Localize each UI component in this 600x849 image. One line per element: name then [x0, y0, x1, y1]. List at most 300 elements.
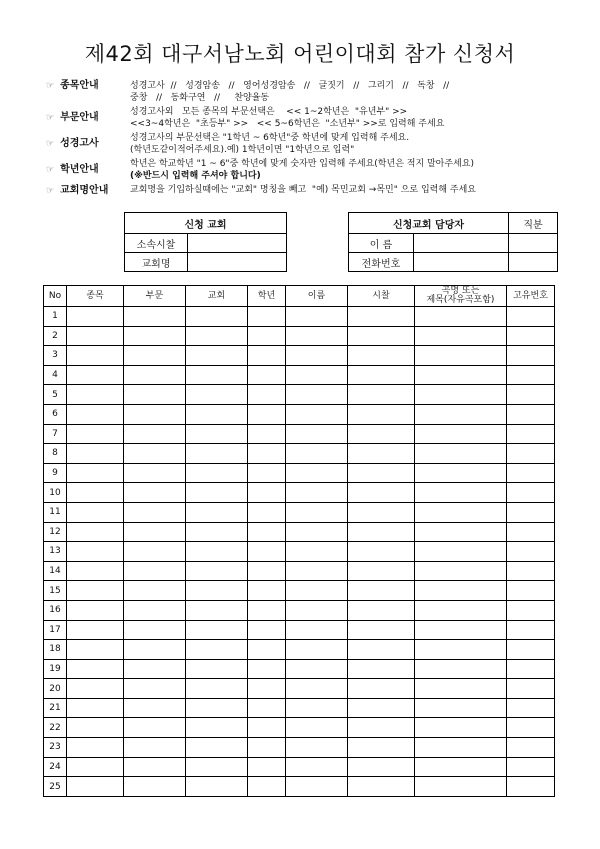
row-number: 18 [44, 640, 67, 660]
guide-text: 성경고사 // 성경암송 // 영어성경암송 // 글짓기 // 그리기 // 독창 // [130, 81, 450, 91]
table-cell[interactable] [67, 444, 124, 464]
table-cell[interactable] [415, 365, 507, 385]
row-number: 25 [44, 777, 67, 797]
table-row [44, 698, 555, 718]
table-cell[interactable] [348, 502, 415, 522]
table-cell[interactable] [186, 365, 248, 385]
table-cell[interactable] [348, 346, 415, 366]
column-header: 이름 [286, 286, 348, 307]
table-cell[interactable] [415, 542, 507, 562]
table-cell[interactable] [286, 698, 348, 718]
page-title: 제42회 대구서남노회 어린이대회 참가 신청서 [84, 42, 516, 66]
manager-info-header: 신청교회 담당자 [349, 213, 509, 234]
table-cell[interactable] [124, 463, 186, 483]
pointing-hand-icon: ☞ [46, 139, 55, 149]
phone-field[interactable] [414, 253, 509, 272]
entry-table [43, 285, 555, 797]
church-name-label: 교회명 [125, 253, 188, 272]
table-cell[interactable] [286, 424, 348, 444]
table-cell[interactable] [348, 659, 415, 679]
table-cell[interactable] [186, 679, 248, 699]
manager-name-label: 이 름 [349, 234, 414, 253]
table-cell[interactable] [124, 679, 186, 699]
table-cell[interactable] [507, 698, 555, 718]
table-cell[interactable] [286, 659, 348, 679]
table-cell[interactable] [124, 346, 186, 366]
table-cell[interactable] [124, 659, 186, 679]
table-cell[interactable] [186, 698, 248, 718]
table-cell[interactable] [415, 659, 507, 679]
table-cell[interactable] [124, 522, 186, 542]
table-cell[interactable] [186, 561, 248, 581]
table-row [44, 581, 555, 601]
table-cell[interactable] [507, 659, 555, 679]
position-field[interactable] [509, 234, 558, 253]
table-cell[interactable] [348, 718, 415, 738]
guide-text: 중창 // 동화구연 // 찬양율동 [130, 93, 270, 103]
table-cell[interactable] [286, 620, 348, 640]
table-cell[interactable] [507, 502, 555, 522]
table-cell[interactable] [186, 463, 248, 483]
table-cell[interactable] [415, 561, 507, 581]
table-cell[interactable] [67, 620, 124, 640]
guide-label: 부문안내 [60, 112, 99, 123]
row-number: 20 [44, 679, 67, 699]
table-cell[interactable] [67, 483, 124, 503]
guide-text: 교회명을 기입하실때에는 "교회" 명칭을 빼고 "예) 목민교회 →목민" 으로 입력해 주세요 [130, 185, 476, 195]
table-row [44, 640, 555, 660]
table-cell[interactable] [286, 542, 348, 562]
table-cell[interactable] [67, 522, 124, 542]
table-row [44, 522, 555, 542]
denomination-field[interactable] [188, 234, 287, 253]
table-cell[interactable] [186, 502, 248, 522]
table-cell[interactable] [186, 522, 248, 542]
pointing-hand-icon: ☞ [46, 113, 55, 123]
table-cell[interactable] [248, 659, 286, 679]
table-row [44, 385, 555, 405]
table-cell[interactable] [186, 346, 248, 366]
table-cell[interactable] [348, 777, 415, 797]
table-cell[interactable] [248, 385, 286, 405]
table-cell[interactable] [348, 542, 415, 562]
row-number: 23 [44, 738, 67, 758]
table-cell[interactable] [415, 620, 507, 640]
table-cell[interactable] [124, 738, 186, 758]
row-number: 14 [44, 561, 67, 581]
table-cell[interactable] [286, 307, 348, 327]
column-header: 곡명 또는 제목(자유곡포함) [415, 286, 507, 307]
table-cell[interactable] [348, 307, 415, 327]
table-cell[interactable] [248, 561, 286, 581]
table-cell[interactable] [124, 600, 186, 620]
guide-label: 종목안내 [60, 80, 99, 91]
table-cell[interactable] [67, 404, 124, 424]
table-cell[interactable] [67, 561, 124, 581]
table-cell[interactable] [507, 444, 555, 464]
table-cell[interactable] [286, 483, 348, 503]
row-number: 5 [44, 385, 67, 405]
table-cell[interactable] [286, 404, 348, 424]
table-cell[interactable] [507, 757, 555, 777]
table-row [44, 444, 555, 464]
guide-grade [46, 158, 566, 184]
table-row [44, 620, 555, 640]
guide-note: (※반드시 입력해 주셔야 합니다) [130, 171, 261, 181]
church-name-field[interactable] [188, 253, 287, 272]
table-cell[interactable] [348, 385, 415, 405]
table-cell[interactable] [415, 307, 507, 327]
pointing-hand-icon: ☞ [46, 81, 55, 91]
table-row [44, 307, 555, 327]
table-cell[interactable] [286, 444, 348, 464]
table-row [44, 679, 555, 699]
table-row [44, 404, 555, 424]
table-cell[interactable] [124, 581, 186, 601]
table-cell[interactable] [124, 620, 186, 640]
table-cell[interactable] [348, 424, 415, 444]
column-header: 부문 [124, 286, 186, 307]
table-cell[interactable] [348, 620, 415, 640]
phone-extra-field[interactable] [509, 253, 558, 272]
row-number: 13 [44, 542, 67, 562]
table-cell[interactable] [248, 404, 286, 424]
table-cell[interactable] [507, 561, 555, 581]
table-cell[interactable] [124, 365, 186, 385]
table-cell[interactable] [415, 600, 507, 620]
column-header: 학년 [248, 286, 286, 307]
table-cell[interactable] [507, 718, 555, 738]
manager-info-table [348, 212, 558, 272]
table-cell[interactable] [186, 777, 248, 797]
table-cell[interactable] [415, 502, 507, 522]
table-cell[interactable] [124, 483, 186, 503]
guide-bible-test [46, 132, 566, 158]
table-cell[interactable] [248, 483, 286, 503]
table-cell[interactable] [67, 777, 124, 797]
table-cell[interactable] [186, 404, 248, 424]
table-cell[interactable] [507, 542, 555, 562]
table-cell[interactable] [286, 777, 348, 797]
table-cell[interactable] [348, 444, 415, 464]
table-row [44, 718, 555, 738]
table-cell[interactable] [507, 385, 555, 405]
table-cell[interactable] [67, 659, 124, 679]
table-cell[interactable] [248, 777, 286, 797]
table-cell[interactable] [67, 738, 124, 758]
column-header: 교회 [186, 286, 248, 307]
table-cell[interactable] [507, 463, 555, 483]
pointing-hand-icon: ☞ [46, 165, 55, 175]
table-row [44, 346, 555, 366]
guide-text: 학년은 학교학년 "1 ~ 6"중 학년에 맞게 숫자만 입력해 주세요(학년은 적지 말아주세요) [130, 159, 474, 169]
guide-section [46, 80, 566, 204]
table-cell[interactable] [415, 326, 507, 346]
table-cell[interactable] [415, 424, 507, 444]
table-cell[interactable] [348, 463, 415, 483]
table-cell[interactable] [248, 463, 286, 483]
table-cell[interactable] [67, 463, 124, 483]
table-cell[interactable] [248, 640, 286, 660]
table-cell[interactable] [67, 679, 124, 699]
table-cell[interactable] [507, 640, 555, 660]
table-cell[interactable] [286, 365, 348, 385]
table-cell[interactable] [186, 640, 248, 660]
table-cell[interactable] [248, 718, 286, 738]
table-cell[interactable] [415, 679, 507, 699]
row-number: 4 [44, 365, 67, 385]
table-cell[interactable] [415, 483, 507, 503]
guide-label: 교회명안내 [60, 185, 109, 196]
table-cell[interactable] [415, 738, 507, 758]
pointing-hand-icon: ☞ [46, 186, 55, 196]
table-row [44, 659, 555, 679]
table-cell[interactable] [67, 542, 124, 562]
table-cell[interactable] [124, 385, 186, 405]
table-cell[interactable] [415, 581, 507, 601]
table-cell[interactable] [286, 718, 348, 738]
church-info-header: 신청 교회 [125, 213, 287, 234]
table-row [44, 365, 555, 385]
table-cell[interactable] [248, 698, 286, 718]
column-header: 고유번호 [507, 286, 555, 307]
guide-text: (학년도같이적어주세요).예) 1학년이면 "1학년으로 입력" [130, 145, 355, 155]
table-cell[interactable] [415, 404, 507, 424]
table-cell[interactable] [507, 404, 555, 424]
manager-name-field[interactable] [414, 234, 509, 253]
table-cell[interactable] [348, 679, 415, 699]
table-cell[interactable] [248, 365, 286, 385]
table-cell[interactable] [67, 640, 124, 660]
table-row [44, 326, 555, 346]
row-number: 2 [44, 326, 67, 346]
table-cell[interactable] [415, 385, 507, 405]
table-cell[interactable] [415, 718, 507, 738]
table-cell[interactable] [124, 444, 186, 464]
table-cell[interactable] [67, 346, 124, 366]
table-cell[interactable] [286, 522, 348, 542]
table-cell[interactable] [348, 757, 415, 777]
table-row [44, 502, 555, 522]
table-cell[interactable] [186, 600, 248, 620]
table-cell[interactable] [124, 404, 186, 424]
table-cell[interactable] [507, 600, 555, 620]
table-cell[interactable] [248, 542, 286, 562]
table-cell[interactable] [348, 738, 415, 758]
table-cell[interactable] [67, 581, 124, 601]
table-cell[interactable] [67, 365, 124, 385]
table-cell[interactable] [415, 777, 507, 797]
table-cell[interactable] [186, 307, 248, 327]
table-cell[interactable] [124, 424, 186, 444]
table-cell[interactable] [507, 581, 555, 601]
table-cell[interactable] [286, 502, 348, 522]
guide-text: 성경고사의 부문선택은 "1학년 ~ 6학년"중 학년에 맞게 입력해 주세요. [130, 133, 410, 143]
row-number: 24 [44, 757, 67, 777]
table-cell[interactable] [348, 522, 415, 542]
table-row [44, 757, 555, 777]
table-cell[interactable] [286, 346, 348, 366]
table-cell[interactable] [348, 404, 415, 424]
row-number: 11 [44, 502, 67, 522]
table-cell[interactable] [186, 581, 248, 601]
table-cell[interactable] [124, 502, 186, 522]
table-cell[interactable] [507, 424, 555, 444]
table-cell[interactable] [248, 600, 286, 620]
denomination-label: 소속시찰 [125, 234, 188, 253]
table-cell[interactable] [286, 757, 348, 777]
table-cell[interactable] [124, 757, 186, 777]
table-cell[interactable] [248, 522, 286, 542]
guide-event [46, 80, 566, 106]
table-cell[interactable] [248, 738, 286, 758]
table-cell[interactable] [248, 346, 286, 366]
row-number: 16 [44, 600, 67, 620]
column-header: No [44, 286, 67, 307]
guide-label: 성경고사 [60, 138, 99, 149]
table-cell[interactable] [67, 600, 124, 620]
table-cell[interactable] [348, 365, 415, 385]
table-row [44, 777, 555, 797]
table-cell[interactable] [67, 326, 124, 346]
table-cell[interactable] [186, 659, 248, 679]
table-cell[interactable] [415, 757, 507, 777]
table-cell[interactable] [507, 307, 555, 327]
column-header: 종목 [67, 286, 124, 307]
table-cell[interactable] [248, 581, 286, 601]
table-cell[interactable] [248, 444, 286, 464]
guide-label: 학년안내 [60, 164, 99, 175]
table-cell[interactable] [186, 483, 248, 503]
table-cell[interactable] [348, 326, 415, 346]
table-cell[interactable] [286, 640, 348, 660]
table-cell[interactable] [507, 679, 555, 699]
table-cell[interactable] [186, 757, 248, 777]
table-cell[interactable] [67, 502, 124, 522]
table-cell[interactable] [348, 600, 415, 620]
table-cell[interactable] [186, 424, 248, 444]
table-cell[interactable] [248, 326, 286, 346]
table-cell[interactable] [507, 777, 555, 797]
table-cell[interactable] [348, 483, 415, 503]
table-cell[interactable] [415, 698, 507, 718]
table-cell[interactable] [67, 385, 124, 405]
phone-label: 전화번호 [349, 253, 414, 272]
table-cell[interactable] [124, 326, 186, 346]
table-cell[interactable] [186, 738, 248, 758]
table-cell[interactable] [415, 463, 507, 483]
table-cell[interactable] [286, 463, 348, 483]
table-cell[interactable] [415, 444, 507, 464]
column-header: 시찰 [348, 286, 415, 307]
row-number: 9 [44, 463, 67, 483]
table-cell[interactable] [186, 385, 248, 405]
position-label: 직분 [509, 213, 558, 234]
table-cell[interactable] [507, 346, 555, 366]
table-cell[interactable] [415, 346, 507, 366]
row-number: 19 [44, 659, 67, 679]
table-cell[interactable] [507, 522, 555, 542]
row-number: 15 [44, 581, 67, 601]
table-cell[interactable] [124, 777, 186, 797]
table-cell[interactable] [507, 326, 555, 346]
table-row [44, 483, 555, 503]
table-cell[interactable] [415, 522, 507, 542]
table-cell[interactable] [286, 600, 348, 620]
table-cell[interactable] [248, 620, 286, 640]
table-cell[interactable] [67, 698, 124, 718]
table-cell[interactable] [67, 718, 124, 738]
table-cell[interactable] [67, 424, 124, 444]
table-cell[interactable] [124, 542, 186, 562]
row-number: 6 [44, 404, 67, 424]
guide-text: 성경고사외 모든 종목의 부문선택은 << 1~2학년은 "유년부" >> [130, 107, 408, 117]
table-cell[interactable] [348, 698, 415, 718]
table-row [44, 542, 555, 562]
table-cell[interactable] [415, 640, 507, 660]
guide-church-name [46, 184, 566, 204]
row-number: 8 [44, 444, 67, 464]
table-cell[interactable] [248, 307, 286, 327]
table-cell[interactable] [248, 679, 286, 699]
guide-text: <<3~4학년은 "초등부" >> << 5~6학년은 "소년부" >>로 입력해 주세요 [130, 119, 445, 129]
row-number: 17 [44, 620, 67, 640]
table-header-row [44, 286, 555, 307]
table-cell[interactable] [286, 581, 348, 601]
church-info-table [124, 212, 287, 272]
guide-division [46, 106, 566, 132]
row-number: 21 [44, 698, 67, 718]
table-cell[interactable] [67, 307, 124, 327]
table-cell[interactable] [186, 444, 248, 464]
table-cell[interactable] [124, 640, 186, 660]
table-row [44, 738, 555, 758]
table-cell[interactable] [507, 365, 555, 385]
table-cell[interactable] [186, 326, 248, 346]
table-cell[interactable] [507, 620, 555, 640]
table-cell[interactable] [248, 757, 286, 777]
row-number: 7 [44, 424, 67, 444]
table-cell[interactable] [186, 718, 248, 738]
table-row [44, 561, 555, 581]
table-cell[interactable] [507, 738, 555, 758]
table-cell[interactable] [286, 561, 348, 581]
table-cell[interactable] [248, 502, 286, 522]
table-cell[interactable] [67, 757, 124, 777]
table-cell[interactable] [348, 640, 415, 660]
table-cell[interactable] [286, 385, 348, 405]
table-cell[interactable] [348, 561, 415, 581]
table-cell[interactable] [507, 483, 555, 503]
table-cell[interactable] [124, 561, 186, 581]
table-cell[interactable] [286, 326, 348, 346]
row-number: 3 [44, 346, 67, 366]
row-number: 1 [44, 307, 67, 327]
table-cell[interactable] [186, 620, 248, 640]
table-cell[interactable] [124, 698, 186, 718]
table-cell[interactable] [348, 581, 415, 601]
table-cell[interactable] [124, 307, 186, 327]
table-row [44, 463, 555, 483]
table-cell[interactable] [286, 738, 348, 758]
table-cell[interactable] [286, 679, 348, 699]
row-number: 12 [44, 522, 67, 542]
table-row [44, 600, 555, 620]
table-cell[interactable] [186, 542, 248, 562]
row-number: 10 [44, 483, 67, 503]
table-cell[interactable] [124, 718, 186, 738]
table-cell[interactable] [248, 424, 286, 444]
